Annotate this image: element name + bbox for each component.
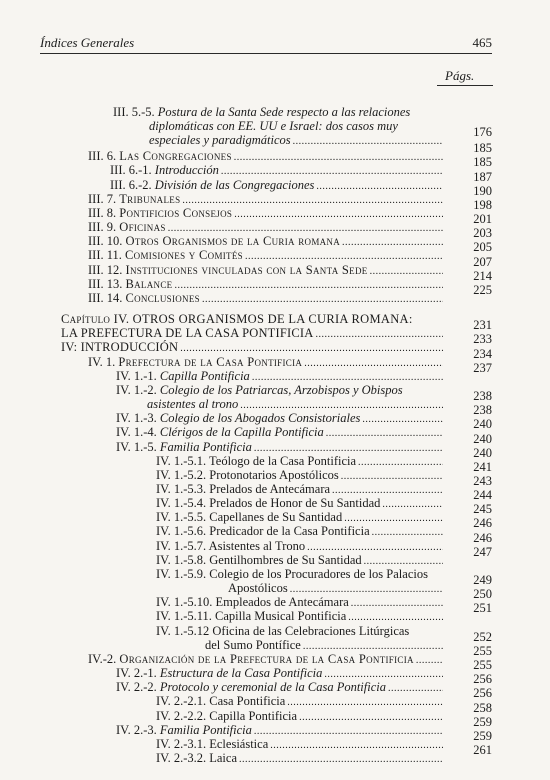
toc-page-number: 185 [473, 141, 492, 155]
toc-entry-text [113, 105, 410, 120]
toc-page-number: 251 [473, 601, 492, 615]
toc-page-number: 203 [473, 226, 492, 240]
toc-entry-title: especiales y paradigmáticos [149, 133, 291, 147]
toc-entry-title: Gentilhombres de Su Santidad [209, 553, 362, 567]
toc-entry-number: III. 7. [88, 192, 120, 206]
dot-leader [304, 356, 443, 370]
toc-entry [88, 149, 443, 164]
toc-entry-number: IV. 1.-5.3. [156, 482, 210, 496]
toc-entry [228, 581, 443, 596]
toc-entry [156, 624, 492, 639]
toc-entry [61, 340, 443, 355]
dot-leader [293, 134, 443, 148]
toc-entry-text [156, 567, 428, 582]
toc-page-number: 240 [473, 432, 492, 446]
toc-entry-text [110, 163, 219, 178]
toc-entry-title: Capellanes de Su Santidad [209, 510, 343, 524]
toc-entry [116, 680, 443, 695]
toc-entry [110, 178, 443, 193]
toc-entry [156, 609, 443, 624]
toc-page-number: 198 [473, 198, 492, 212]
toc-entry-title: Pontificios Consejos [119, 206, 233, 220]
toc-entry [88, 220, 443, 235]
toc-entry [156, 496, 443, 511]
toc-entry [205, 638, 443, 653]
toc-entry-title: Conclusiones [125, 291, 200, 305]
dot-leader [239, 752, 443, 766]
toc-page-number: 234 [473, 347, 492, 361]
toc-entry-text [88, 220, 166, 235]
toc-entry [116, 383, 492, 398]
toc-entry-title: Las Congregaciones [119, 149, 232, 163]
toc-entry-number: IV. 1.-5.10. [156, 595, 216, 609]
toc-entry-text [116, 723, 252, 738]
toc-page-number: 250 [473, 587, 492, 601]
toc-entry-title: Prelados de Honor de Su Santidad [209, 496, 381, 510]
toc-entry-text [88, 263, 368, 278]
toc-page-number: 214 [473, 269, 492, 283]
dot-leader [240, 398, 443, 412]
toc-entry-title: Casa Pontificia [209, 694, 286, 708]
toc-entry-title: Laica [209, 751, 238, 765]
toc-page-number: 207 [473, 255, 492, 269]
toc-entry-number: IV. 2.-3. [116, 723, 160, 737]
toc-entry-number: IV. 1.-5.12 [156, 624, 213, 638]
toc-entry-title: Estructura de la Casa Pontificia [159, 666, 323, 680]
toc-page-number: 185 [473, 155, 492, 169]
toc-entry-number: III. 6.-2. [110, 178, 155, 192]
toc-entry-title: Teólogo de la Casa Pontificia [209, 454, 357, 468]
toc-entry-number: III. 13. [88, 277, 126, 291]
toc-entry [147, 397, 443, 412]
toc-entry-text [228, 581, 288, 596]
toc-page-number: 201 [473, 212, 492, 226]
toc-entry-number: IV. 1.-5.6. [156, 524, 210, 538]
toc-entry-title: Capilla Pontificia [209, 709, 298, 723]
toc-page-number: 247 [473, 545, 492, 559]
toc-page-number: 256 [473, 686, 492, 700]
dot-leader [388, 681, 443, 695]
toc-entry-title: Empleados de Antecámara [215, 595, 349, 609]
toc-entry-number: IV. 1.-5.8. [156, 553, 210, 567]
toc-entry-number: IV. 1.-5.4. [156, 496, 210, 510]
toc-entry-text [156, 539, 305, 554]
toc-page-number: 240 [473, 417, 492, 431]
toc-entry [156, 595, 443, 610]
toc-entry-text [156, 709, 297, 724]
toc-entry-number: IV. 2.-3.1. [156, 737, 210, 751]
dot-leader [174, 278, 443, 292]
dot-leader [307, 540, 443, 554]
toc-entry-text [88, 192, 180, 207]
toc-entry [156, 751, 443, 766]
toc-entry-title: IV: INTRODUCCIÓN [61, 340, 179, 354]
toc-entry-number: IV. 1.-3. [116, 411, 160, 425]
toc-entry-number: IV. 1.-5.7. [156, 539, 209, 553]
toc-page-number: 259 [473, 729, 492, 743]
toc-entry [149, 119, 492, 134]
toc-entry-title: Clérigos de la Capilla Pontificia [159, 425, 324, 439]
dot-leader [326, 426, 443, 440]
toc-page-number: 256 [473, 672, 492, 686]
toc-entry-title: Instituciones vinculadas con la Santa Sede [125, 263, 368, 277]
toc-entry-title: Protonotarios Apostólicos [209, 468, 339, 482]
toc-entry-number: III. 8. [88, 206, 120, 220]
toc-entry-number: IV. 1.-5.11. [156, 609, 216, 623]
toc-entry-text [156, 737, 268, 752]
toc-entry [116, 425, 443, 440]
toc-entry-number: IV. 1.-5.9. [156, 567, 210, 581]
toc-entry [156, 567, 492, 582]
toc-entry-number: IV. 1.-5. [116, 440, 160, 454]
toc-entry-number: III. 10. [88, 234, 126, 248]
toc-entry-number: III. 12. [88, 263, 126, 277]
dot-leader [234, 207, 443, 221]
toc-entry-text [156, 595, 349, 610]
pags-column-label: Págs. [445, 68, 475, 83]
toc-entry [88, 263, 443, 278]
toc-page-number: 238 [473, 389, 492, 403]
toc-entry [88, 291, 443, 306]
toc-entry-text [156, 454, 356, 469]
toc-entry-text [88, 206, 232, 221]
toc-entry [156, 510, 443, 525]
toc-entry [116, 666, 443, 681]
toc-entry [61, 312, 492, 327]
toc-entry-text [61, 326, 314, 341]
toc-entry [110, 163, 443, 178]
dot-leader [358, 455, 443, 469]
toc-entry-title: Prelados de Antecámara [209, 482, 331, 496]
toc-entry-title: Balance [125, 277, 173, 291]
toc-entry [88, 248, 443, 263]
toc-page-number: 261 [473, 743, 492, 757]
dot-leader [416, 653, 443, 667]
toc-page-number: 237 [473, 361, 492, 375]
toc-entry-text [61, 340, 178, 355]
toc-entry-title: Capilla Pontificia [159, 369, 250, 383]
toc-page-number: 255 [473, 658, 492, 672]
dot-leader [382, 497, 443, 511]
dot-leader [332, 483, 443, 497]
toc-entry-text [116, 680, 386, 695]
toc-entry-text [205, 638, 301, 653]
toc-entry [88, 234, 443, 249]
toc-entry-text [88, 234, 340, 249]
toc-entry-text [116, 369, 250, 384]
toc-entry-number: IV. 2.-1. [116, 666, 160, 680]
dot-leader [221, 164, 443, 178]
toc-entry [116, 440, 443, 455]
toc-entry-text [156, 524, 370, 539]
toc-entry-text [156, 496, 380, 511]
toc-entry-text [116, 383, 403, 398]
dot-leader [245, 249, 443, 263]
toc-entry [116, 411, 443, 426]
toc-entry-title: Capítulo IV. OTROS ORGANISMOS DE LA CURIA ROMANA: [61, 312, 413, 326]
dot-leader [351, 596, 443, 610]
dot-leader [234, 150, 443, 164]
toc-entry-number: IV. 1.-5.5. [156, 510, 210, 524]
dot-leader [290, 582, 443, 596]
toc-entry-title: Introducción [154, 163, 219, 177]
toc-entry-title: Asistentes al Trono [208, 539, 306, 553]
toc-entry-number: IV. 2.-2.2. [156, 709, 210, 723]
toc-entry-text [88, 291, 200, 306]
dot-leader [252, 370, 443, 384]
toc-page-number: 233 [473, 332, 492, 346]
toc-entry-text [156, 694, 285, 709]
toc-entry [156, 482, 443, 497]
toc-page-number: 205 [473, 240, 492, 254]
toc-entry-text [156, 553, 362, 568]
toc-entry-number: IV.-2. [88, 652, 120, 666]
toc-page-number: 244 [473, 488, 492, 502]
toc-entry-number: III. 6.-1. [110, 163, 155, 177]
toc-entry [156, 468, 443, 483]
toc-entry-text [149, 133, 291, 148]
toc-page-number: 190 [473, 184, 492, 198]
toc-entry-text [156, 609, 346, 624]
toc-entry-number: IV. 2.-2. [116, 680, 160, 694]
toc-entry-title: Apostólicos [228, 581, 288, 595]
dot-leader [254, 724, 443, 738]
toc-entry [88, 192, 443, 207]
toc-entry-number: III. 14. [88, 291, 126, 305]
toc-entry [88, 652, 443, 667]
toc-entry-number: IV. 2.-3.2. [156, 751, 210, 765]
toc-entry-title: LA PREFECTURA DE LA CASA PONTIFICIA [61, 326, 314, 340]
toc-page-number: 176 [473, 125, 492, 139]
toc-entry-title: asistentes al trono [147, 397, 239, 411]
dot-leader [316, 179, 443, 193]
toc-entry-title: Familia Pontificia [159, 723, 252, 737]
toc-entry-title: diplomáticas con EE. UU e Israel: dos casos muy [149, 119, 398, 133]
toc-entry-title: Colegio de los Procuradores de los Palacios [209, 567, 428, 581]
toc-page-number: 252 [473, 630, 492, 644]
toc-entry-title: Familia Pontificia [159, 440, 252, 454]
toc-entry-number: III. 11. [88, 248, 126, 262]
toc-entry-title: Eclesiástica [209, 737, 269, 751]
toc-entry-title: del Sumo Pontífice [205, 638, 301, 652]
toc-entry [156, 737, 443, 752]
toc-entry [113, 105, 492, 120]
toc-entry-text [149, 119, 398, 134]
toc-page-number: 225 [473, 283, 492, 297]
toc-entry-text [61, 312, 413, 327]
dot-leader [342, 235, 443, 249]
toc-entry [88, 277, 443, 292]
toc-entry [116, 369, 443, 384]
toc-entry-number: IV. 1.-4. [116, 425, 160, 439]
toc-entry-number: IV. 1. [88, 355, 119, 369]
toc-entry-text [116, 440, 252, 455]
dot-leader [182, 193, 443, 207]
dot-leader [254, 441, 443, 455]
toc-entry-text [88, 652, 414, 667]
toc-entry [156, 524, 443, 539]
toc-entry-number: IV. 2.-2.1. [156, 694, 210, 708]
dot-leader [324, 667, 443, 681]
toc-entry [156, 539, 443, 554]
toc-page-number: 240 [473, 446, 492, 460]
toc-entry-text [156, 510, 342, 525]
toc-entry-text [116, 666, 322, 681]
toc-entry-text [110, 178, 314, 193]
toc-entry [149, 133, 443, 148]
toc-entry-title: Protocolo y ceremonial de la Casa Pontificia [159, 680, 386, 694]
dot-leader [370, 264, 443, 278]
toc-page-number: 231 [473, 318, 492, 332]
toc-entry-text [116, 425, 324, 440]
toc-entry [156, 709, 443, 724]
toc-entry-text [88, 149, 232, 164]
toc-page-number: 238 [473, 403, 492, 417]
dot-leader [270, 738, 443, 752]
dot-leader [299, 710, 443, 724]
toc-entry-number: IV. 1.-5.1. [156, 454, 210, 468]
toc-entry-title: Comisiones y Comités [125, 248, 243, 262]
running-title: Índices Generales [40, 35, 135, 50]
toc-entry-number: III. 6. [88, 149, 120, 163]
toc-entry-title: Organización de la Prefectura de la Casa Pontificia [119, 652, 414, 666]
dot-leader [372, 525, 443, 539]
toc-entry-text [156, 751, 237, 766]
toc-entry-number: III. 9. [88, 220, 120, 234]
toc-entry-text [88, 277, 172, 292]
toc-entry [88, 355, 443, 370]
toc-page-number: 255 [473, 644, 492, 658]
dot-leader [180, 341, 443, 355]
toc-page-number: 243 [473, 474, 492, 488]
toc-entry [116, 723, 443, 738]
toc-entry [156, 553, 443, 568]
dot-leader [364, 554, 443, 568]
toc-entry-text [88, 248, 243, 263]
toc-entry-title: Colegio de los Abogados Consistoriales [159, 411, 361, 425]
toc-entry-title: Predicador de la Casa Pontificia [209, 524, 370, 538]
dot-leader [348, 610, 443, 624]
toc-page-number: 249 [473, 573, 492, 587]
toc-entry-title: Postura de la Santa Sede respecto a las relaciones [157, 105, 411, 119]
toc-entry-title: Otros Organismos de la Curia romana [125, 234, 341, 248]
toc-entry-text [88, 355, 302, 370]
toc-entry-title: Colegio de los Patriarcas, Arzobispos y Obispos [159, 383, 403, 397]
dot-leader [287, 695, 443, 709]
toc-page-number: 241 [473, 460, 492, 474]
toc-page-number: 246 [473, 516, 492, 530]
toc-entry-text [156, 482, 330, 497]
toc-page-number: 187 [473, 170, 492, 184]
toc-entry-number: IV. 1.-2. [116, 383, 160, 397]
toc-entry [156, 454, 443, 469]
toc-entry [61, 326, 443, 341]
toc-page-number: 259 [473, 715, 492, 729]
toc-page-number: 245 [473, 502, 492, 516]
toc-entry [88, 206, 443, 221]
dot-leader [344, 511, 443, 525]
dot-leader [316, 327, 443, 341]
toc-entry-number: IV. 1.-5.2. [156, 468, 210, 482]
dot-leader [202, 292, 443, 306]
toc-entry-number: IV. 1.-1. [116, 369, 160, 383]
toc-entry-text [116, 411, 360, 426]
toc-entry-text [156, 624, 409, 639]
toc-page-number: 246 [473, 531, 492, 545]
toc-entry-title: Capilla Musical Pontificia [215, 609, 347, 623]
dot-leader [341, 469, 443, 483]
toc-page-number: 258 [473, 701, 492, 715]
toc-entry-title: Prefectura de la Casa Pontificia [118, 355, 303, 369]
toc-entry-number: III. 5.-5. [113, 105, 158, 119]
toc-entry-title: Oficina de las Celebraciones Litúrgicas [212, 624, 410, 638]
dot-leader [168, 221, 443, 235]
page-number: 465 [472, 35, 492, 50]
dot-leader [362, 412, 443, 426]
toc-entry-title: Oficinas [119, 220, 166, 234]
toc-entry-title: División de las Congregaciones [154, 178, 315, 192]
toc-entry [156, 694, 443, 709]
dot-leader [303, 639, 443, 653]
toc-entry-title: Tribunales [119, 192, 181, 206]
toc-entry-text [147, 397, 238, 412]
toc-entry-text [156, 468, 339, 483]
